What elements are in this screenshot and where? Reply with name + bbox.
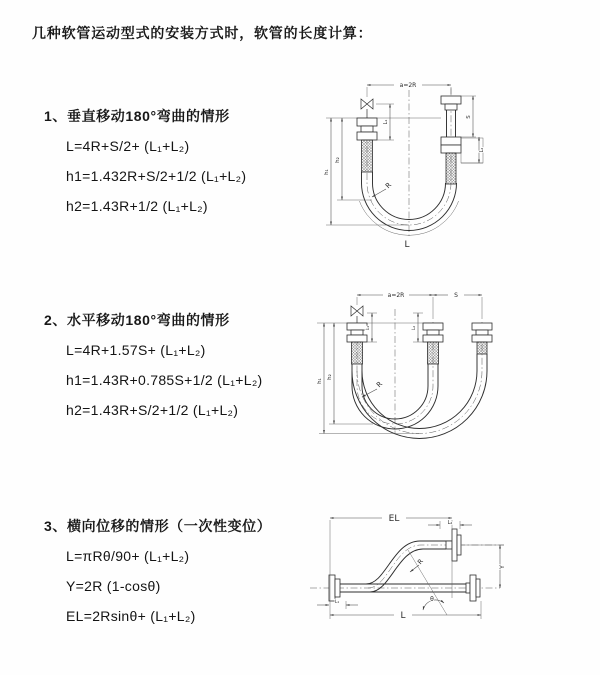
formula-line: h1=1.43R+0.785S+1/2 (L₁+L₂) — [66, 372, 263, 388]
dim-label-a2r: a=2R — [387, 292, 405, 299]
formula-line: h1=1.432R+S/2+1/2 (L₁+L₂) — [66, 168, 247, 184]
formula-line: Y=2R (1-cosθ) — [66, 578, 161, 594]
middle-flange-connector — [423, 323, 443, 364]
length-label: L — [404, 240, 410, 250]
section-3-heading: 3、横向位移的情形（一次性变位） — [44, 518, 272, 534]
dimension-l — [330, 601, 481, 621]
braided-hose-section — [446, 153, 456, 184]
formula-line: L=πRθ/90+ (L₁+L₂) — [66, 548, 190, 564]
radius-label: R — [384, 181, 394, 191]
braided-hose-section — [352, 342, 363, 364]
section-horizontal-bend — [44, 310, 324, 418]
section-1-heading: 1、垂直移动180°弯曲的情形 — [44, 108, 230, 124]
section-lateral-displacement — [44, 516, 324, 624]
section-2-heading: 2、水平移动180°弯曲的情形 — [44, 312, 230, 328]
radius-callout — [362, 380, 384, 397]
section-vertical-bend — [44, 106, 324, 214]
radius-label: R — [415, 557, 425, 567]
dim-label-l2: L₂ — [447, 520, 453, 526]
dim-label-h1: h₁ — [324, 169, 330, 175]
dimension-y — [462, 545, 506, 588]
radius-callout — [372, 181, 393, 197]
braided-hose-section — [362, 140, 373, 172]
dim-label-s: S — [466, 115, 472, 119]
valve-icon — [351, 306, 363, 323]
dimension-s — [461, 96, 476, 137]
dim-label-l: L — [400, 611, 406, 621]
formula-line: EL=2Rsinθ+ (L₁+L₂) — [66, 608, 196, 624]
dimension-l1 — [376, 104, 394, 140]
hose-u-position-2 — [352, 354, 487, 438]
centerlines — [367, 88, 451, 238]
formula-line: L=4R+1.57S+ (L₁+L₂) — [66, 342, 206, 358]
dim-label-h2: h₂ — [327, 374, 333, 380]
diagram-vertical-180-bend — [308, 74, 552, 252]
dim-label-y: Y — [498, 565, 506, 569]
left-flange-connector — [347, 323, 367, 364]
right-flange-connector — [472, 323, 492, 354]
diagram-lateral-displacement — [308, 503, 518, 638]
dim-label-l1: L₁ — [383, 119, 389, 125]
dim-label-l2: L₂ — [412, 325, 417, 331]
dim-label-l1: L₁ — [334, 600, 340, 605]
dim-label-l1: L₁ — [366, 325, 371, 331]
dimension-l2 — [411, 313, 423, 342]
dim-label-h1: h₁ — [317, 378, 323, 384]
page-title: 几种软管运动型式的安装方式时，软管的长度计算： — [32, 25, 373, 41]
valve-icon — [361, 99, 373, 118]
braided-hose-section — [477, 342, 487, 354]
formula-line: L=4R+S/2+ (L₁+L₂) — [66, 138, 190, 154]
dim-label-l2: L₂ — [479, 147, 485, 153]
left-flange-connector — [329, 575, 340, 601]
diagram-horizontal-180-bend — [313, 284, 553, 456]
radius-callout — [410, 557, 425, 572]
dimension-el — [330, 514, 452, 619]
left-flange-connector — [357, 118, 377, 172]
hose-displaced-position — [340, 529, 461, 592]
dim-label-el: EL — [388, 514, 400, 524]
centerlines — [357, 309, 482, 434]
right-flange-connector — [441, 96, 483, 184]
dim-label-h2: h₂ — [335, 157, 341, 163]
radius-label: R — [375, 380, 385, 390]
angle-theta-construction — [408, 550, 447, 615]
dimension-l2 — [428, 520, 472, 529]
braided-hose-section — [428, 342, 439, 364]
dimension-l2 — [461, 137, 485, 163]
dim-label-a2r: a=2R — [399, 82, 417, 89]
dimension-s — [433, 292, 482, 319]
angle-label: θ — [430, 596, 434, 603]
formula-line: h2=1.43R+1/2 (L₁+L₂) — [66, 198, 208, 214]
formula-line: h2=1.43R+S/2+1/2 (L₁+L₂) — [66, 402, 239, 418]
dim-label-s: S — [454, 292, 458, 299]
dimension-l1 — [317, 599, 358, 609]
